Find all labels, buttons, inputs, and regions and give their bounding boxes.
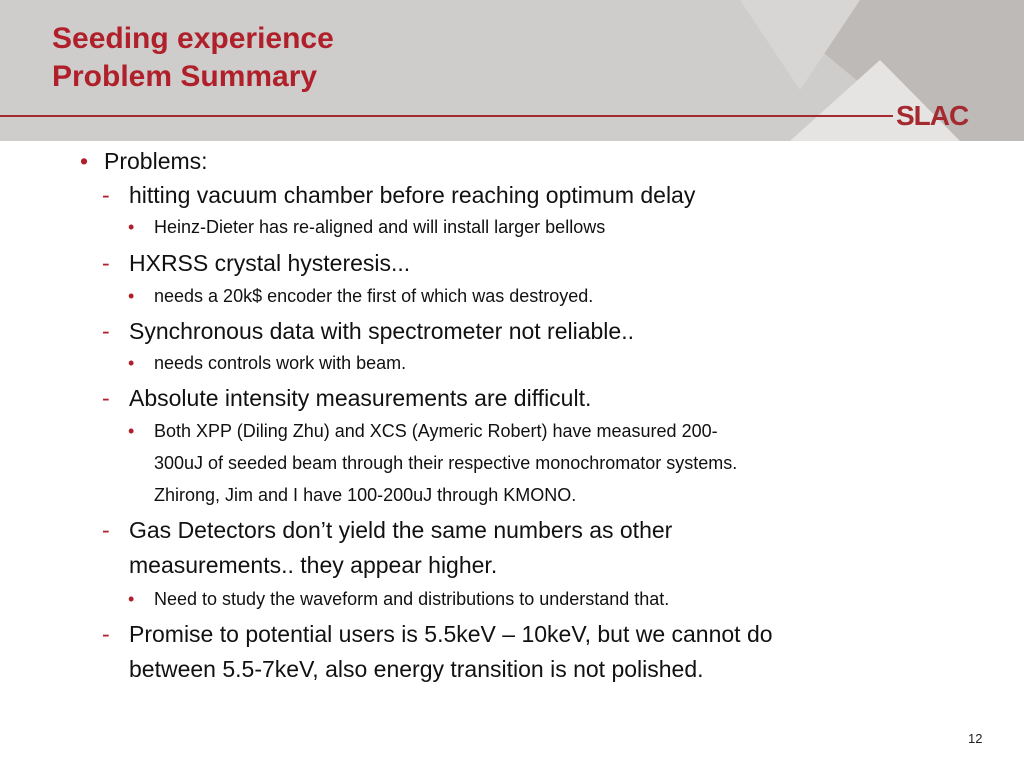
- dash-marker: -: [102, 517, 110, 543]
- bullet-marker: •: [128, 589, 135, 609]
- dash-text: measurements.. they appear higher.: [129, 552, 498, 578]
- dash-text: Absolute intensity measurements are difficult.: [129, 385, 592, 411]
- sub-bullet-text: needs a 20k$ encoder the first of which was destroyed.: [154, 286, 594, 306]
- bullet-marker: •: [128, 421, 135, 441]
- dash-text: between 5.5-7keV, also energy transition is not polished.: [129, 656, 704, 682]
- sub-bullet-text: Heinz-Dieter has re-aligned and will install larger bellows: [154, 217, 606, 237]
- dash-text: hitting vacuum chamber before reaching optimum delay: [129, 182, 696, 208]
- dash-text: Synchronous data with spectrometer not reliable..: [129, 318, 634, 344]
- page-number: 12: [968, 731, 983, 746]
- sub-bullet-text: 300uJ of seeded beam through their respective monochromator systems.: [154, 453, 738, 473]
- sub-bullet-text: Zhirong, Jim and I have 100-200uJ through KMONO.: [154, 485, 577, 505]
- dash-marker: -: [102, 385, 110, 411]
- dash-marker: -: [102, 182, 110, 208]
- bullet-marker: •: [80, 148, 89, 174]
- slac-logo: SLAC: [896, 100, 969, 131]
- bullet-marker: •: [128, 353, 135, 373]
- dash-text: Gas Detectors don’t yield the same numbers as other: [129, 517, 673, 543]
- bullet-marker: •: [128, 217, 135, 237]
- bullet-text: Problems:: [104, 148, 208, 174]
- title-line-2: Problem Summary: [52, 60, 318, 93]
- dash-text: Promise to potential users is 5.5keV – 10keV, but we cannot do: [129, 621, 773, 647]
- dash-marker: -: [102, 250, 110, 276]
- bullet-marker: •: [128, 286, 135, 306]
- dash-marker: -: [102, 621, 110, 647]
- sub-bullet-text: needs controls work with beam.: [154, 353, 407, 373]
- sub-bullet-text: Both XPP (Diling Zhu) and XCS (Aymeric Robert) have measured 200-: [154, 421, 718, 441]
- sub-bullet-text: Need to study the waveform and distributions to understand that.: [154, 589, 670, 609]
- title-line-1: Seeding experience: [52, 22, 334, 55]
- dash-text: HXRSS crystal hysteresis...: [129, 250, 411, 276]
- dash-marker: -: [102, 318, 110, 344]
